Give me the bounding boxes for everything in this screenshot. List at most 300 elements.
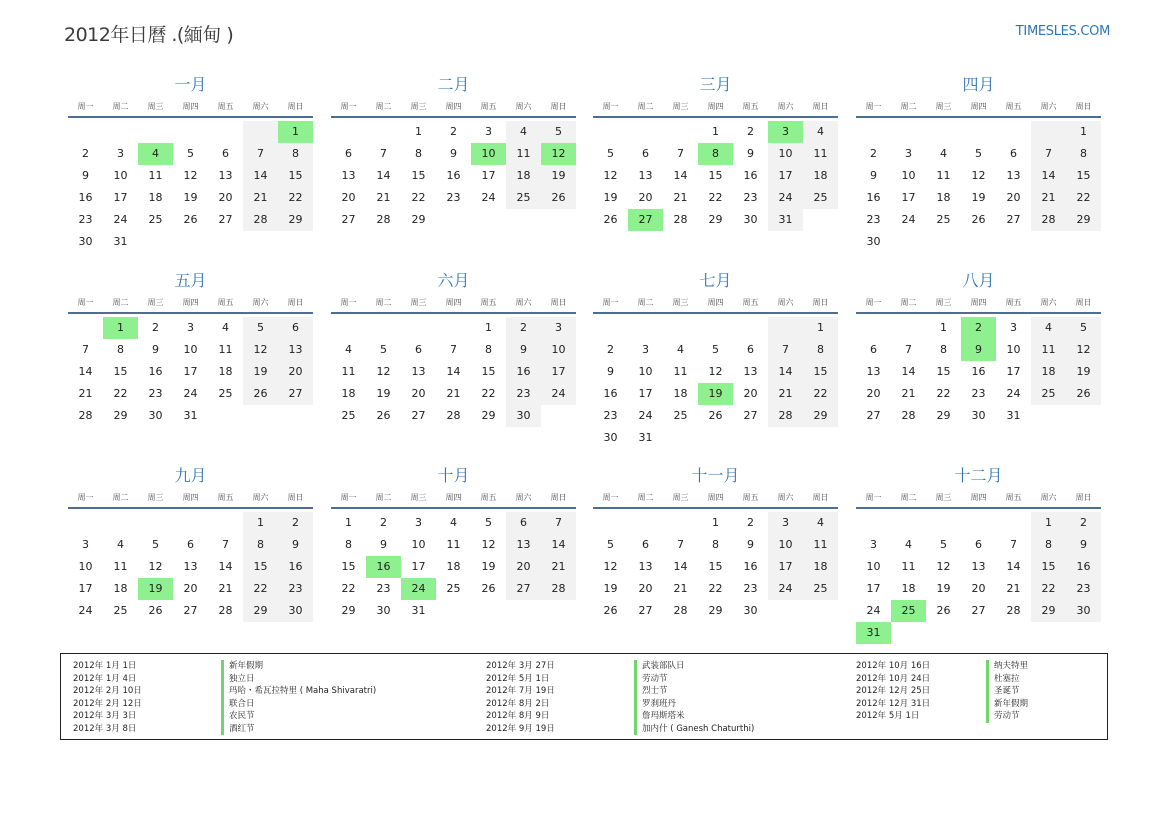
month-block xyxy=(68,465,313,622)
day-cell: 21 xyxy=(673,582,688,595)
day-cell: 1 xyxy=(940,321,947,334)
day-cell: 16 xyxy=(278,556,313,578)
empty-cell xyxy=(663,317,698,339)
day-cell: 13 xyxy=(341,169,356,182)
weekday-label: 周三 xyxy=(410,297,427,307)
day-cell: 3 xyxy=(82,538,89,551)
empty-cell xyxy=(926,512,961,534)
weekday-label: 周四 xyxy=(445,297,462,307)
day-cell: 15 xyxy=(278,165,313,187)
weekday-label: 周二 xyxy=(900,492,917,502)
day-cell: 5 xyxy=(1066,317,1101,339)
month-block xyxy=(331,465,576,622)
holiday-day-cell: 10 xyxy=(471,143,506,165)
day-cell: 3 xyxy=(905,147,912,160)
weekday-label: 周三 xyxy=(410,492,427,502)
day-cell: 5 xyxy=(380,343,387,356)
day-cell: 10 xyxy=(1006,343,1021,356)
weekday-header xyxy=(331,292,576,314)
day-cell: 1 xyxy=(803,317,838,339)
day-cell: 25 xyxy=(803,578,838,600)
day-cell: 6 xyxy=(222,147,229,160)
day-cell: 24 xyxy=(541,383,576,405)
empty-cell xyxy=(593,317,628,339)
weekday-label: 周五 xyxy=(480,297,497,307)
day-cell: 10 xyxy=(638,365,653,378)
empty-cell xyxy=(138,512,173,534)
day-grid xyxy=(68,121,313,253)
day-cell: 10 xyxy=(768,143,803,165)
holiday-day-cell: 3 xyxy=(768,121,803,143)
weekday-label: 周三 xyxy=(935,492,952,502)
holiday-names-col-1 xyxy=(221,660,376,735)
weekday-label: 周三 xyxy=(935,297,952,307)
holiday-date: 2012年 5月 1日 xyxy=(856,711,920,721)
day-cell: 14 xyxy=(673,560,688,573)
day-cell: 30 xyxy=(506,405,541,427)
day-cell: 30 xyxy=(743,604,758,617)
day-cell: 10 xyxy=(901,169,916,182)
day-cell: 14 xyxy=(218,560,233,573)
day-grid xyxy=(856,317,1101,427)
day-cell: 26 xyxy=(481,582,496,595)
day-cell: 5 xyxy=(712,343,719,356)
weekday-label: 周日 xyxy=(812,101,829,111)
day-cell: 25 xyxy=(803,187,838,209)
day-cell: 5 xyxy=(243,317,278,339)
weekday-label: 周二 xyxy=(375,101,392,111)
weekday-label: 周日 xyxy=(550,101,567,111)
empty-cell xyxy=(331,317,366,339)
day-cell: 15 xyxy=(936,365,951,378)
brand-link[interactable]: TIMESLES.COM xyxy=(1015,24,1110,39)
day-cell: 13 xyxy=(638,560,653,573)
day-cell: 13 xyxy=(506,534,541,556)
day-cell: 8 xyxy=(117,343,124,356)
day-cell: 25 xyxy=(1031,383,1066,405)
day-cell: 3 xyxy=(415,516,422,529)
day-cell: 7 xyxy=(677,538,684,551)
day-grid xyxy=(593,121,838,231)
day-cell: 21 xyxy=(218,582,233,595)
empty-cell xyxy=(103,121,138,143)
day-cell: 27 xyxy=(218,213,233,226)
day-cell: 22 xyxy=(481,387,496,400)
day-cell: 23 xyxy=(1066,578,1101,600)
day-cell: 13 xyxy=(278,339,313,361)
day-cell: 15 xyxy=(1066,165,1101,187)
empty-cell xyxy=(996,121,1031,143)
day-cell: 24 xyxy=(1006,387,1021,400)
day-cell: 5 xyxy=(975,147,982,160)
month-name: 十一月 xyxy=(691,466,740,485)
day-cell: 15 xyxy=(481,365,496,378)
day-cell: 17 xyxy=(78,582,93,595)
weekday-label: 周日 xyxy=(1075,492,1092,502)
weekday-label: 周日 xyxy=(550,297,567,307)
day-cell: 28 xyxy=(901,409,916,422)
day-cell: 30 xyxy=(971,409,986,422)
day-cell: 25 xyxy=(673,409,688,422)
day-cell: 8 xyxy=(415,147,422,160)
day-cell: 18 xyxy=(218,365,233,378)
day-cell: 3 xyxy=(642,343,649,356)
day-cell: 2 xyxy=(747,125,754,138)
weekday-label: 周四 xyxy=(970,101,987,111)
holiday-name: 杜塞拉 xyxy=(986,673,1028,686)
day-cell: 11 xyxy=(148,169,163,182)
day-cell: 18 xyxy=(506,165,541,187)
month-block xyxy=(593,74,838,231)
month-block xyxy=(593,270,838,449)
day-cell: 11 xyxy=(673,365,688,378)
day-cell: 18 xyxy=(341,387,356,400)
day-cell: 8 xyxy=(1031,534,1066,556)
month-name: 一月 xyxy=(174,75,207,94)
day-cell: 11 xyxy=(936,169,951,182)
weekday-label: 周日 xyxy=(812,297,829,307)
empty-cell xyxy=(173,121,208,143)
weekday-label: 周五 xyxy=(742,101,759,111)
day-cell: 4 xyxy=(1031,317,1066,339)
month-block xyxy=(856,270,1101,427)
holiday-name: 新年假期 xyxy=(221,660,376,673)
holiday-date: 2012年 8月 9日 xyxy=(486,711,550,721)
empty-cell xyxy=(768,317,803,339)
day-cell: 21 xyxy=(376,191,391,204)
weekday-label: 周六 xyxy=(777,297,794,307)
weekday-header xyxy=(593,487,838,509)
day-cell: 23 xyxy=(743,582,758,595)
holiday-date: 2012年 2月 12日 xyxy=(73,698,142,709)
day-cell: 15 xyxy=(243,556,278,578)
weekday-label: 周一 xyxy=(77,297,94,307)
weekday-label: 周一 xyxy=(602,492,619,502)
day-cell: 23 xyxy=(148,387,163,400)
holiday-dates-col-3 xyxy=(856,660,930,723)
day-cell: 13 xyxy=(866,365,881,378)
day-cell: 14 xyxy=(1006,560,1021,573)
empty-cell xyxy=(243,121,278,143)
day-cell: 23 xyxy=(446,191,461,204)
day-cell: 15 xyxy=(803,361,838,383)
day-cell: 2 xyxy=(1066,512,1101,534)
day-cell: 23 xyxy=(278,578,313,600)
empty-cell xyxy=(68,121,103,143)
holiday-name: 烈士节 xyxy=(634,685,754,698)
empty-cell xyxy=(856,512,891,534)
weekday-label: 周三 xyxy=(147,297,164,307)
day-cell: 20 xyxy=(278,361,313,383)
day-cell: 16 xyxy=(78,191,93,204)
weekday-label: 周一 xyxy=(340,492,357,502)
weekday-header xyxy=(593,292,838,314)
weekday-label: 周三 xyxy=(147,101,164,111)
day-cell: 19 xyxy=(481,560,496,573)
empty-cell xyxy=(733,317,768,339)
day-cell: 11 xyxy=(1031,339,1066,361)
day-cell: 21 xyxy=(78,387,93,400)
day-cell: 18 xyxy=(148,191,163,204)
day-cell: 18 xyxy=(803,556,838,578)
day-cell: 23 xyxy=(971,387,986,400)
day-cell: 29 xyxy=(278,209,313,231)
month-block xyxy=(856,74,1101,253)
weekday-label: 周四 xyxy=(182,492,199,502)
weekday-label: 周二 xyxy=(637,492,654,502)
weekday-label: 周二 xyxy=(637,297,654,307)
day-cell: 7 xyxy=(243,143,278,165)
day-cell: 8 xyxy=(278,143,313,165)
weekday-label: 周五 xyxy=(742,297,759,307)
day-cell: 29 xyxy=(708,213,723,226)
day-cell: 14 xyxy=(376,169,391,182)
day-cell: 23 xyxy=(506,383,541,405)
day-cell: 12 xyxy=(971,169,986,182)
weekday-label: 周一 xyxy=(340,101,357,111)
day-cell: 7 xyxy=(1010,538,1017,551)
month-name: 三月 xyxy=(699,75,732,94)
empty-cell xyxy=(663,121,698,143)
day-cell: 2 xyxy=(747,516,754,529)
holiday-day-cell: 1 xyxy=(278,121,313,143)
holiday-dates-col-1 xyxy=(73,660,142,735)
weekday-header xyxy=(68,487,313,509)
day-cell: 21 xyxy=(901,387,916,400)
day-cell: 8 xyxy=(803,339,838,361)
day-cell: 9 xyxy=(747,147,754,160)
day-cell: 28 xyxy=(218,604,233,617)
day-cell: 6 xyxy=(506,512,541,534)
weekday-label: 周三 xyxy=(410,101,427,111)
day-cell: 19 xyxy=(183,191,198,204)
day-cell: 10 xyxy=(78,560,93,573)
empty-cell xyxy=(173,512,208,534)
day-cell: 20 xyxy=(1006,191,1021,204)
day-cell: 12 xyxy=(603,169,618,182)
day-cell: 27 xyxy=(278,383,313,405)
day-cell: 6 xyxy=(415,343,422,356)
weekday-label: 周四 xyxy=(970,297,987,307)
day-cell: 13 xyxy=(411,365,426,378)
day-cell: 19 xyxy=(971,191,986,204)
holiday-day-cell: 19 xyxy=(698,383,733,405)
day-cell: 17 xyxy=(768,165,803,187)
holiday-date: 2012年 10月 24日 xyxy=(856,673,931,684)
empty-cell xyxy=(593,121,628,143)
holiday-day-cell: 8 xyxy=(698,143,733,165)
month-block xyxy=(331,270,576,427)
day-cell: 20 xyxy=(638,582,653,595)
day-cell: 13 xyxy=(183,560,198,573)
day-cell: 26 xyxy=(971,213,986,226)
weekday-label: 周一 xyxy=(865,492,882,502)
month-name: 二月 xyxy=(437,75,470,94)
day-cell: 28 xyxy=(673,604,688,617)
holiday-name: 农民节 xyxy=(221,710,376,723)
holiday-name: 詹玛斯塔米 xyxy=(634,710,754,723)
day-cell: 29 xyxy=(243,600,278,622)
empty-cell xyxy=(891,317,926,339)
holiday-name: 劳动节 xyxy=(986,710,1028,723)
day-cell: 22 xyxy=(936,387,951,400)
day-cell: 31 xyxy=(411,604,426,617)
day-cell: 14 xyxy=(1031,165,1066,187)
day-cell: 6 xyxy=(345,147,352,160)
day-cell: 15 xyxy=(341,560,356,573)
empty-cell xyxy=(628,512,663,534)
day-cell: 9 xyxy=(380,538,387,551)
day-cell: 27 xyxy=(341,213,356,226)
day-cell: 26 xyxy=(936,604,951,617)
day-cell: 22 xyxy=(708,191,723,204)
day-cell: 1 xyxy=(712,516,719,529)
weekday-label: 周六 xyxy=(515,101,532,111)
weekday-label: 周六 xyxy=(515,297,532,307)
day-cell: 13 xyxy=(971,560,986,573)
day-cell: 7 xyxy=(380,147,387,160)
weekday-label: 周二 xyxy=(900,297,917,307)
day-cell: 4 xyxy=(506,121,541,143)
day-cell: 19 xyxy=(936,582,951,595)
day-cell: 1 xyxy=(1066,121,1101,143)
day-cell: 12 xyxy=(708,365,723,378)
day-cell: 25 xyxy=(506,187,541,209)
weekday-label: 周四 xyxy=(707,492,724,502)
day-cell: 16 xyxy=(866,191,881,204)
day-cell: 24 xyxy=(768,578,803,600)
day-cell: 25 xyxy=(341,409,356,422)
day-cell: 13 xyxy=(743,365,758,378)
weekday-label: 周日 xyxy=(812,492,829,502)
day-grid xyxy=(331,317,576,427)
day-cell: 24 xyxy=(78,604,93,617)
holiday-date: 2012年 1月 1日 xyxy=(73,661,137,671)
day-cell: 22 xyxy=(341,582,356,595)
holiday-dates-col-2 xyxy=(486,660,555,735)
weekday-label: 周五 xyxy=(217,492,234,502)
empty-cell xyxy=(68,512,103,534)
day-cell: 2 xyxy=(380,516,387,529)
day-cell: 25 xyxy=(113,604,128,617)
day-cell: 28 xyxy=(446,409,461,422)
day-cell: 21 xyxy=(446,387,461,400)
day-cell: 29 xyxy=(803,405,838,427)
holiday-day-cell: 27 xyxy=(628,209,663,231)
day-cell: 5 xyxy=(485,516,492,529)
weekday-label: 周一 xyxy=(865,297,882,307)
day-cell: 4 xyxy=(905,538,912,551)
day-cell: 10 xyxy=(113,169,128,182)
empty-cell xyxy=(856,317,891,339)
day-cell: 3 xyxy=(1010,321,1017,334)
day-cell: 27 xyxy=(411,409,426,422)
day-cell: 1 xyxy=(243,512,278,534)
day-cell: 24 xyxy=(183,387,198,400)
day-cell: 17 xyxy=(481,169,496,182)
day-cell: 6 xyxy=(278,317,313,339)
month-block xyxy=(593,465,838,622)
holiday-name: 新年假期 xyxy=(986,698,1028,711)
empty-cell xyxy=(208,512,243,534)
day-cell: 16 xyxy=(446,169,461,182)
day-cell: 20 xyxy=(638,191,653,204)
day-cell: 31 xyxy=(1006,409,1021,422)
weekday-label: 周日 xyxy=(1075,297,1092,307)
day-cell: 7 xyxy=(541,512,576,534)
day-cell: 17 xyxy=(901,191,916,204)
day-cell: 21 xyxy=(541,556,576,578)
holiday-name: 独立日 xyxy=(221,673,376,686)
day-cell: 26 xyxy=(376,409,391,422)
day-cell: 11 xyxy=(218,343,233,356)
holiday-day-cell: 1 xyxy=(103,317,138,339)
day-cell: 19 xyxy=(243,361,278,383)
day-cell: 12 xyxy=(1066,339,1101,361)
weekday-label: 周二 xyxy=(375,492,392,502)
weekday-label: 周二 xyxy=(112,297,129,307)
day-cell: 10 xyxy=(866,560,881,573)
day-cell: 8 xyxy=(485,343,492,356)
day-cell: 18 xyxy=(673,387,688,400)
weekday-label: 周三 xyxy=(672,297,689,307)
weekday-label: 周三 xyxy=(147,492,164,502)
day-cell: 14 xyxy=(78,365,93,378)
weekday-label: 周四 xyxy=(182,297,199,307)
weekday-label: 周日 xyxy=(287,492,304,502)
day-cell: 8 xyxy=(712,538,719,551)
holiday-list xyxy=(60,653,1108,740)
weekday-label: 周三 xyxy=(672,101,689,111)
day-cell: 14 xyxy=(673,169,688,182)
holiday-date: 2012年 5月 1日 xyxy=(486,673,550,684)
weekday-header xyxy=(856,487,1101,509)
holiday-date: 2012年 3月 8日 xyxy=(73,723,137,734)
day-cell: 22 xyxy=(803,383,838,405)
holiday-day-cell: 19 xyxy=(138,578,173,600)
day-grid xyxy=(68,512,313,622)
day-cell: 28 xyxy=(1006,604,1021,617)
day-cell: 22 xyxy=(113,387,128,400)
day-cell: 20 xyxy=(743,387,758,400)
day-cell: 19 xyxy=(1066,361,1101,383)
holiday-name: 玛哈・希瓦拉特里 ( Maha Shivaratri) xyxy=(221,685,376,698)
weekday-label: 周四 xyxy=(970,492,987,502)
weekday-label: 周五 xyxy=(1005,101,1022,111)
day-cell: 4 xyxy=(222,321,229,334)
day-cell: 6 xyxy=(975,538,982,551)
weekday-label: 周五 xyxy=(1005,492,1022,502)
day-cell: 25 xyxy=(148,213,163,226)
holiday-date: 2012年 12月 31日 xyxy=(856,698,931,709)
day-cell: 29 xyxy=(411,213,426,226)
holiday-date: 2012年 12月 25日 xyxy=(856,686,931,696)
month-name: 六月 xyxy=(437,271,470,290)
day-cell: 28 xyxy=(78,409,93,422)
weekday-label: 周五 xyxy=(742,492,759,502)
day-cell: 20 xyxy=(341,191,356,204)
day-cell: 4 xyxy=(803,121,838,143)
day-cell: 6 xyxy=(747,343,754,356)
day-cell: 6 xyxy=(642,147,649,160)
holiday-day-cell: 16 xyxy=(366,556,401,578)
day-cell: 12 xyxy=(148,560,163,573)
day-cell: 17 xyxy=(1006,365,1021,378)
day-cell: 18 xyxy=(936,191,951,204)
day-cell: 12 xyxy=(183,169,198,182)
holiday-names-col-3 xyxy=(986,660,1028,723)
day-cell: 11 xyxy=(803,534,838,556)
